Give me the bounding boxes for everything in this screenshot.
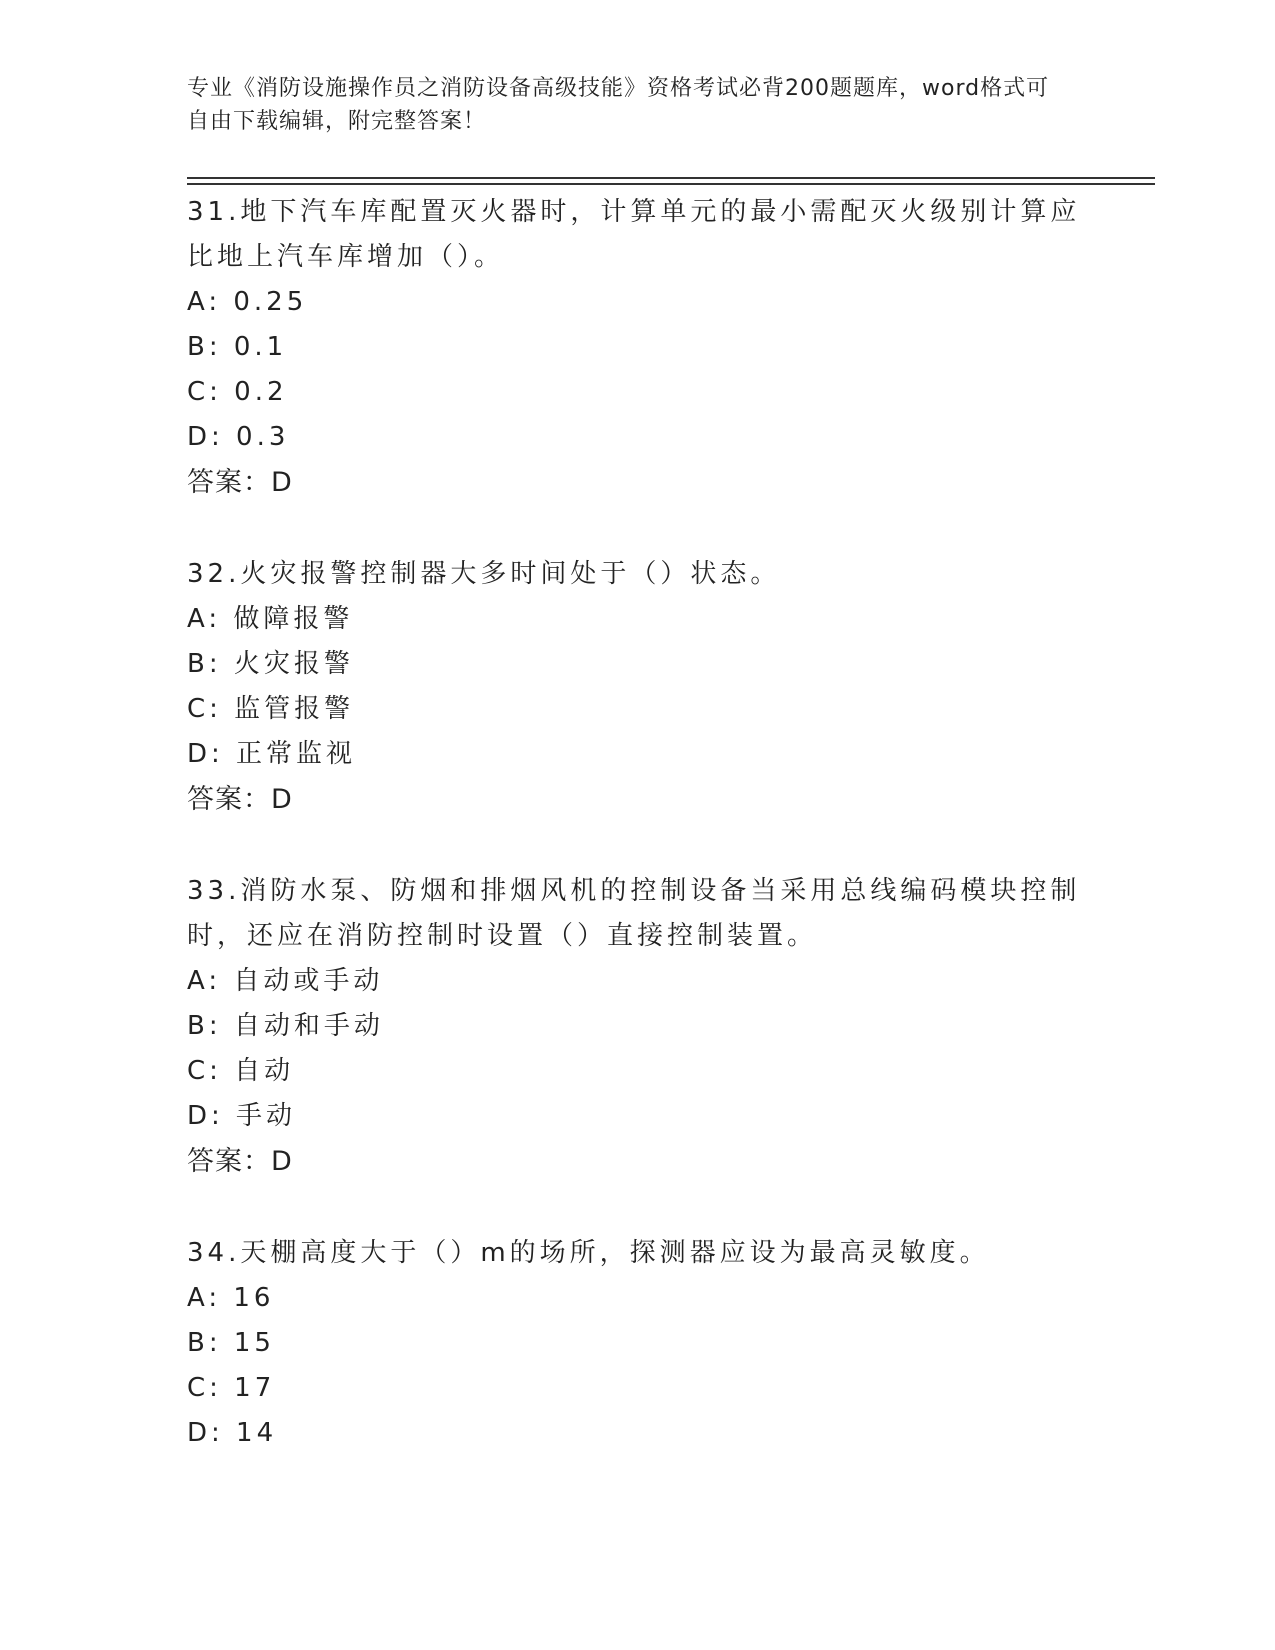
question-list [187, 190, 1087, 1503]
header-divider-bottom [187, 183, 1155, 185]
answer-line: 答案：D [187, 467, 293, 498]
question-stem: 34.天棚高度大于（）m的场所，探测器应设为最高灵敏度。 [187, 1238, 990, 1268]
question-32 [187, 552, 1087, 822]
answer-line: 答案：D [187, 1146, 293, 1177]
option-b: B: 0.1 [187, 332, 288, 362]
option-c: C: 0.2 [187, 377, 288, 407]
answer-line: 答案：D [187, 784, 293, 815]
option-b: B: 火灾报警 [187, 649, 354, 679]
option-a: A: 0.25 [187, 287, 308, 317]
question-33 [187, 869, 1087, 1184]
header-divider-top [187, 177, 1155, 179]
option-d: D: 0.3 [187, 422, 290, 452]
document-header: 专业《消防设施操作员之消防设备高级技能》资格考试必背200题题库，word格式可自由下载编辑，附完整答案！ [187, 76, 1050, 134]
option-c: C: 自动 [187, 1056, 295, 1086]
option-a: A: 自动或手动 [187, 966, 384, 996]
option-a: A: 做障报警 [187, 604, 354, 634]
option-b: B: 自动和手动 [187, 1011, 384, 1041]
question-34 [187, 1231, 1087, 1456]
option-a: A: 16 [187, 1283, 275, 1313]
option-d: D: 手动 [187, 1101, 297, 1131]
question-stem: 32.火灾报警控制器大多时间处于（）状态。 [187, 559, 781, 589]
option-d: D: 14 [187, 1418, 278, 1448]
question-stem: 33.消防水泵、防烟和排烟风机的控制设备当采用总线编码模块控制时，还应在消防控制时设置（）直接控制装置。 [187, 876, 1081, 951]
option-d: D: 正常监视 [187, 739, 357, 769]
option-c: C: 监管报警 [187, 694, 355, 724]
question-31 [187, 190, 1087, 505]
question-stem: 31.地下汽车库配置灭火器时，计算单元的最小需配灭火级别计算应比地上汽车库增加（）。 [187, 197, 1081, 272]
option-b: B: 15 [187, 1328, 275, 1358]
option-c: C: 17 [187, 1373, 276, 1403]
